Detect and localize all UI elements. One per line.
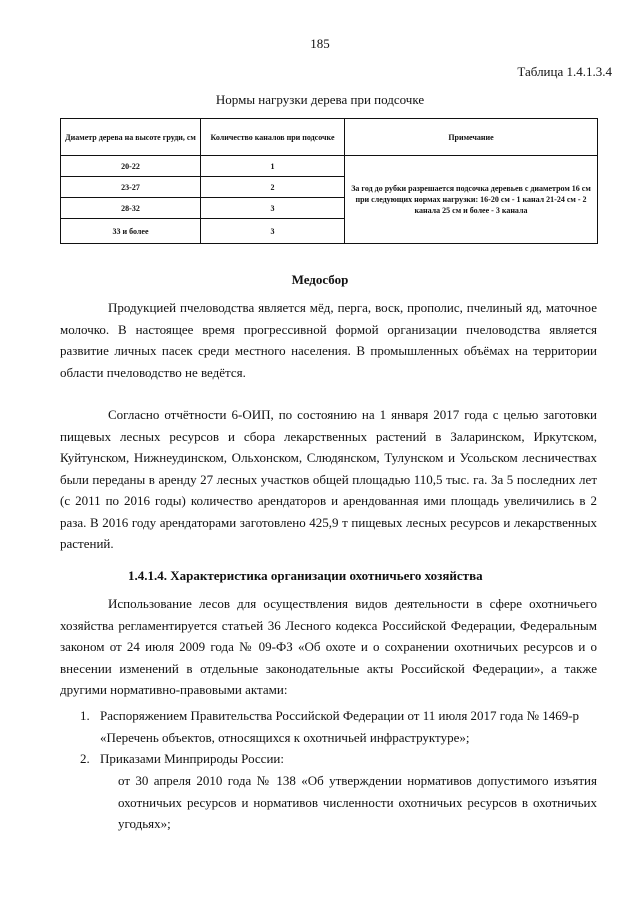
cell-note: За год до рубки разрешается подсочка деревьев с диаметром 16 см при следующих нормах нагрузки: 16-20 см - 1 канал 21-24 см - 2 канала 25 см и более - 3 канала	[345, 156, 598, 244]
list-item-number: 2.	[80, 751, 90, 766]
regulations-list	[60, 705, 597, 770]
sub-list-item: от 30 апреля 2010 года № 138 «Об утверждении нормативов допустимого изъятия охотничьих ресурсов и нормативов численности охотничьих ресурсов в охотничьих угодьях»;	[118, 773, 597, 831]
cell-channels: 2	[201, 177, 345, 198]
table-header-row	[61, 119, 598, 156]
header-channels: Количество каналов при подсочке	[201, 119, 345, 156]
cell-diameter: 28-32	[61, 198, 201, 219]
cell-diameter: 23-27	[61, 177, 201, 198]
cell-diameter: 20-22	[61, 156, 201, 177]
table-label: Таблица 1.4.1.3.4	[517, 64, 612, 79]
subsection-heading-hunting: 1.4.1.4. Характеристика организации охотничьего хозяйства	[128, 568, 483, 583]
table-title: Нормы нагрузки дерева при подсочке	[215, 92, 425, 107]
list-item-text: Распоряжением Правительства Российской Федерации от 11 июля 2017 года № 1469-р «Перечень объектов, относящихся к охотничьей инфраструктуре»;	[100, 708, 580, 745]
cell-channels: 1	[201, 156, 345, 177]
section-heading-honey: Медосбор	[291, 272, 349, 287]
paragraph-beekeeping: Продукцией пчеловодства является мёд, перга, воск, прополис, пчелиный яд, маточное молочко. В настоящее время прогрессивной формой организации пчеловодства является развитие личных пасек среди местного населения. В промышленных объёмах на территории области пчеловодство не ведётся.	[60, 300, 597, 380]
paragraph-hunting-intro: Использование лесов для осуществления видов деятельности в сфере охотничьего хозяйства регламентируется статьей 36 Лесного кодекса Российской Федерации, Федеральным законом от 24 июля 2009 года № 09-ФЗ «Об охоте и о сохранении охотничьих ресурсов и о внесении изменений в отдельные законодательные акты Российской Федерации», а также другими нормативно-правовыми актами:	[60, 596, 597, 697]
list-item	[60, 748, 597, 770]
page-number: 185	[310, 36, 330, 51]
paragraph-reporting: Согласно отчётности 6-ОИП, по состоянию на 1 января 2017 года с целью заготовки пищевых лесных ресурсов и сбора лекарственных растений в Заларинском, Иркутском, Куйтунском, Нижнеудинском, Ольхонском, Слюдянском, Тулунском и Усольском лесничествах были переданы в аренду 27 лесных участков общей площадью 110,5 тыс. га. За 5 последних лет (с 2011 по 2016 годы) количество арендаторов и арендованная ими площадь увеличились в 2 раза. В 2016 году арендаторами заготовлено 425,9 т пищевых лесных ресурсов и лекарственных растений.	[60, 407, 597, 551]
header-diameter: Диаметр дерева на высоте груди, см	[61, 119, 201, 156]
header-note: Примечание	[345, 119, 598, 156]
table-row	[61, 156, 598, 177]
cell-channels: 3	[201, 198, 345, 219]
list-item-text: Приказами Минприроды России:	[100, 751, 284, 766]
list-item	[60, 705, 597, 748]
cell-diameter: 33 и более	[61, 219, 201, 244]
load-norms-table	[60, 118, 598, 244]
list-item-number: 1.	[80, 708, 90, 723]
cell-channels: 3	[201, 219, 345, 244]
